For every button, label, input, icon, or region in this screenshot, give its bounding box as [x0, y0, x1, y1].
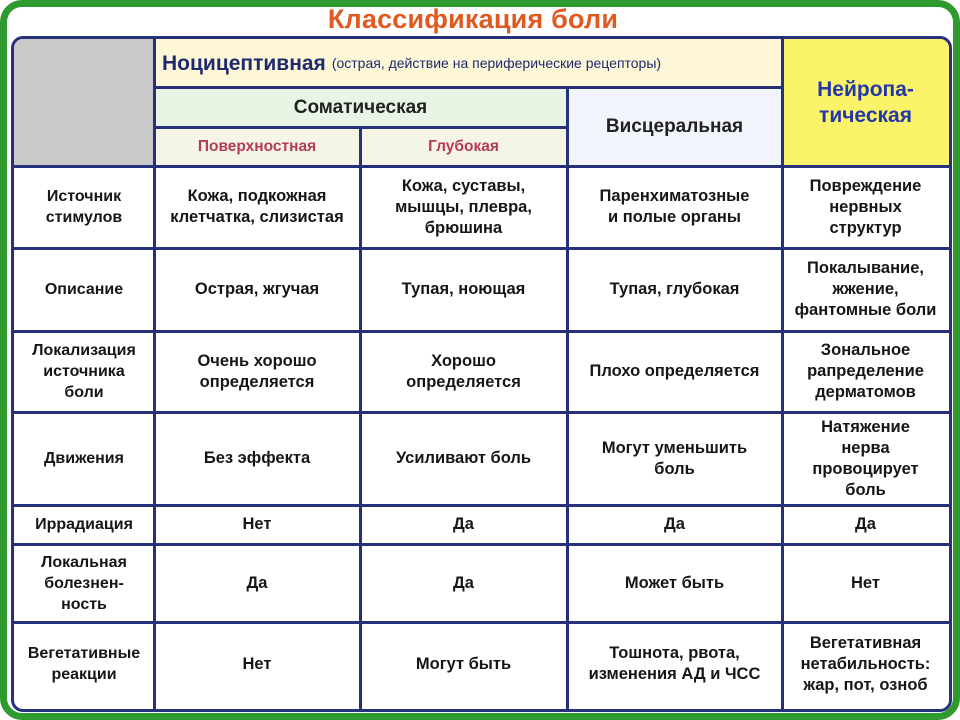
cell-text-line: Да [246, 573, 268, 592]
cell-text-line: Движения [44, 450, 124, 467]
cell-text-line: Локализация [32, 342, 136, 359]
cell-label [14, 248, 154, 331]
cell-superficial [154, 544, 360, 622]
cell-text-line: Вегетативные [27, 645, 141, 662]
cell-label [14, 331, 154, 412]
somatic-label: Соматическая [293, 96, 428, 118]
cell-text-line: нерва [841, 438, 890, 457]
cell-neuropathic [782, 412, 949, 505]
header-neuropathic [782, 39, 949, 166]
cell-text-line: изменения АД и ЧСС [588, 665, 761, 683]
cell-deep [360, 412, 567, 505]
cell-text-line: определяется [406, 372, 521, 391]
cell-text-line: Да [453, 515, 474, 533]
cell-text-line: мышцы, плевра, [395, 197, 532, 216]
cell-text-line: Усиливают боль [395, 449, 532, 467]
neuropathic-line-2: тическая [819, 103, 912, 127]
grid-line [781, 39, 784, 709]
cell-text-line: Тупая, ноющая [401, 280, 526, 298]
cell-text-line: Тошнота, рвота, [609, 644, 740, 662]
cell-neuropathic [782, 544, 949, 622]
cell-neuropathic [782, 331, 949, 412]
cell-text-line: Нет [242, 654, 272, 673]
cell-superficial [154, 412, 360, 505]
cell-text-line: Кожа, подкожная [187, 187, 327, 205]
cell-visceral [567, 166, 782, 248]
cell-deep [360, 544, 567, 622]
cell-text-line: Тупая, глубокая [609, 280, 740, 298]
header-superficial [154, 127, 360, 166]
cell-text-line: брюшина [424, 218, 503, 237]
cell-text-line: дерматомов [815, 383, 916, 401]
grid-line [154, 86, 782, 89]
visceral-label: Висцеральная [605, 116, 744, 137]
cell-text-line: Могут быть [415, 654, 512, 673]
cell-deep [360, 505, 567, 544]
cell-neuropathic [782, 166, 949, 248]
header-visceral [567, 87, 782, 166]
cell-text-line: боль [654, 459, 695, 478]
cell-text-line: стимулов [45, 209, 123, 226]
cell-text-line: Очень хорошо [197, 351, 317, 370]
neuropathic-line-1: Нейропа- [817, 77, 914, 101]
cell-text-line: Натяжение [821, 417, 910, 436]
cell-text-line: и полые органы [608, 208, 741, 226]
cell-text-line: Повреждение [809, 176, 922, 195]
nociceptive-note: (острая, действие на периферические рецепторы) [331, 54, 662, 71]
cell-text-line: провоцирует [812, 459, 919, 478]
cell-text-line: Может быть [624, 573, 725, 592]
cell-text-line: Хорошо [431, 351, 496, 370]
grid-line [566, 87, 569, 709]
cell-text-line: Да [855, 515, 876, 533]
cell-text-line: Да [664, 515, 685, 533]
cell-text-line: Без эффекта [203, 449, 311, 467]
cell-text-line: структур [829, 218, 902, 237]
cell-text-line: Источник [46, 188, 122, 205]
header-nociceptive [154, 39, 782, 87]
cell-text-line: жар, пот, озноб [803, 675, 928, 694]
cell-text-line: Описание [44, 281, 124, 298]
superficial-label: Поверхностная [197, 138, 317, 155]
cell-text-line: Паренхиматозные [599, 187, 750, 205]
cell-superficial [154, 331, 360, 412]
cell-label [14, 622, 154, 706]
cell-text-line: болезнен- [44, 574, 124, 592]
cell-text-line: клетчатка, слизистая [170, 208, 344, 226]
cell-visceral [567, 505, 782, 544]
cell-text-line: нетабильность: [800, 654, 931, 673]
cell-text-line: Кожа, суставы, [401, 176, 526, 195]
grid-line [359, 127, 362, 709]
cell-deep [360, 248, 567, 331]
cell-text-line: Иррадиация [35, 516, 133, 533]
cell-text-line: Плохо определяется [589, 362, 760, 380]
pain-classification-table [11, 36, 952, 712]
cell-text-line: Нет [242, 515, 272, 533]
cell-text-line: реакции [51, 666, 117, 683]
cell-text-line: Покалывание, [807, 259, 924, 277]
cell-text-line: боли [64, 384, 104, 401]
cell-text-line: Острая, жгучая [194, 280, 320, 298]
cell-text-line: рапределение [807, 362, 924, 380]
cell-visceral [567, 248, 782, 331]
cell-label [14, 412, 154, 505]
cell-text-line: источника [43, 363, 125, 380]
cell-label [14, 544, 154, 622]
nociceptive-label: Ноцицептивная [162, 51, 326, 75]
cell-text-line: жжение, [832, 280, 899, 298]
cell-text-line: определяется [199, 372, 315, 391]
cell-deep [360, 166, 567, 248]
grid-line [153, 39, 156, 709]
cell-visceral [567, 331, 782, 412]
cell-text-line: боль [845, 480, 886, 499]
cell-superficial [154, 248, 360, 331]
cell-text-line: фантомные боли [794, 301, 937, 319]
cell-deep [360, 622, 567, 706]
page-title: Классификация боли [327, 4, 619, 34]
cell-neuropathic [782, 622, 949, 706]
cell-deep [360, 331, 567, 412]
corner-cell [14, 39, 154, 166]
cell-text-line: ность [61, 595, 107, 613]
cell-visceral [567, 622, 782, 706]
cell-visceral [567, 412, 782, 505]
cell-superficial [154, 622, 360, 706]
cell-text-line: Вегетативная [809, 633, 922, 652]
deep-label: Глубокая [428, 138, 499, 155]
cell-text-line: Зональное [820, 341, 911, 359]
header-deep [360, 127, 567, 166]
cell-text-line: нервных [829, 197, 902, 216]
header-somatic [154, 87, 567, 127]
cell-label [14, 505, 154, 544]
cell-label [14, 166, 154, 248]
cell-superficial [154, 166, 360, 248]
cell-neuropathic [782, 505, 949, 544]
cell-text-line: Локальная [41, 553, 127, 571]
cell-neuropathic [782, 248, 949, 331]
cell-text-line: Нет [851, 573, 880, 592]
cell-visceral [567, 544, 782, 622]
cell-text-line: Могут уменьшить [601, 438, 748, 457]
cell-text-line: Да [453, 573, 474, 592]
cell-superficial [154, 505, 360, 544]
